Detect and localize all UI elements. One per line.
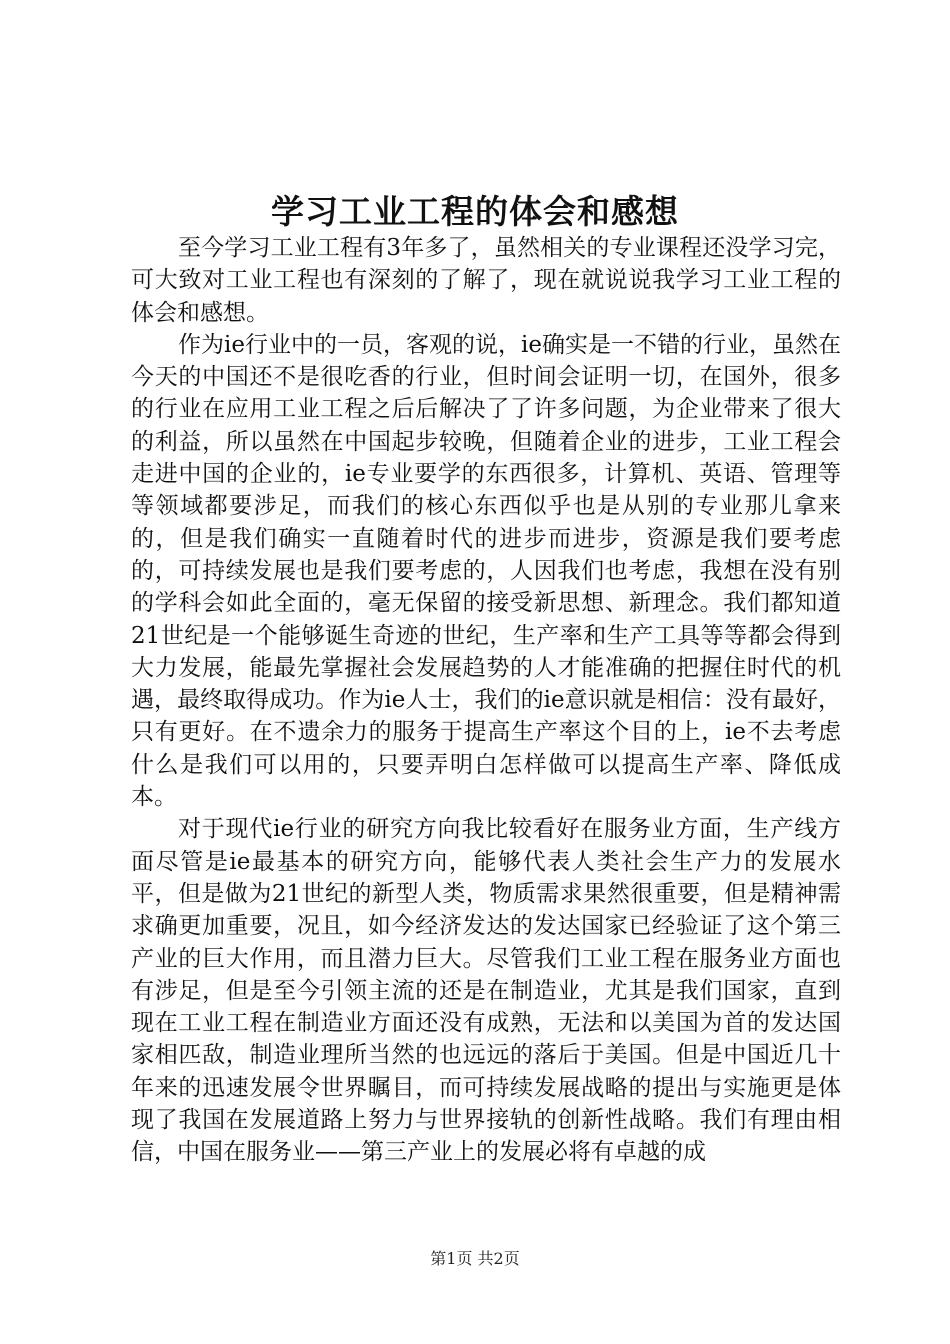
paragraph-intro: 至今学习工业工程有3年多了，虽然相关的专业课程还没学习完，可大致对工业工程也有深刻的了解了，现在就说说我学习工业工程的体会和感想。 — [131, 235, 841, 326]
page-number-footer: 第1页 共2页 — [430, 1249, 520, 1268]
paragraph-service-industry: 对于现代ie行业的研究方向我比较看好在服务业方面，生产线方面尽管是ie最基本的研究方向，能够代表人类社会生产力的发展水平，但是做为21世纪的新型人类，物质需求果然很重要，但是精神需求确更加重要，况且，如今经济发达的发达国家已经验证了这个第三产业的巨大作用，而且潜力巨大。尽管我们工业工程在服务业方面也有涉足，但是至今引领主流的还是在制造业，尤其是我们国家，直到现在工业工程在制造业方面还没有成熟，无法和以美国为首的发达国家相匹敌，制造业理所当然的也远远的落后于美国。但是中国近几十年来的迅速发展令世界瞩目，而可持续发展战略的提出与实施更是体现了我国在发展道路上努力与世界接轨的创新性战略。我们有理由相信，中国在服务业——第三产业上的发展必将有卓越的成 — [131, 816, 841, 1166]
document-title: 学习工业工程的体会和感想 — [271, 192, 679, 231]
paragraph-ie-industry: 作为ie行业中的一员，客观的说，ie确实是一不错的行业，虽然在今天的中国还不是很吃香的行业，但时间会证明一切，在国外，很多的行业在应用工业工程之后后解决了了许多问题，为企业带来了很大的利益，所以虽然在中国起步较晚，但随着企业的进步，工业工程会走进中国的企业的，ie专业要学的东西很多，计算机、英语、管理等等领域都要涉足，而我们的核心东西似乎也是从别的专业那儿拿来的，但是我们确实一直随着时代的进步而进步，资源是我们要考虑的，可持续发展也是我们要考虑的，人因我们也考虑，我想在没有别的学科会如此全面的，毫无保留的接受新思想、新理念。我们都知道21世纪是一个能够诞生奇迹的世纪，生产率和生产工具等等都会得到大力发展，能最先掌握社会发展趋势的人才能准确的把握住时代的机遇，最终取得成功。作为ie人士，我们的ie意识就是相信：没有最好，只有更好。在不遗余力的服务于提高生产率这个目的上，ie不去考虑什么是我们可以用的，只要弄明白怎样做可以提高生产率、降低成本。 — [131, 331, 841, 811]
document-body — [131, 232, 841, 1169]
